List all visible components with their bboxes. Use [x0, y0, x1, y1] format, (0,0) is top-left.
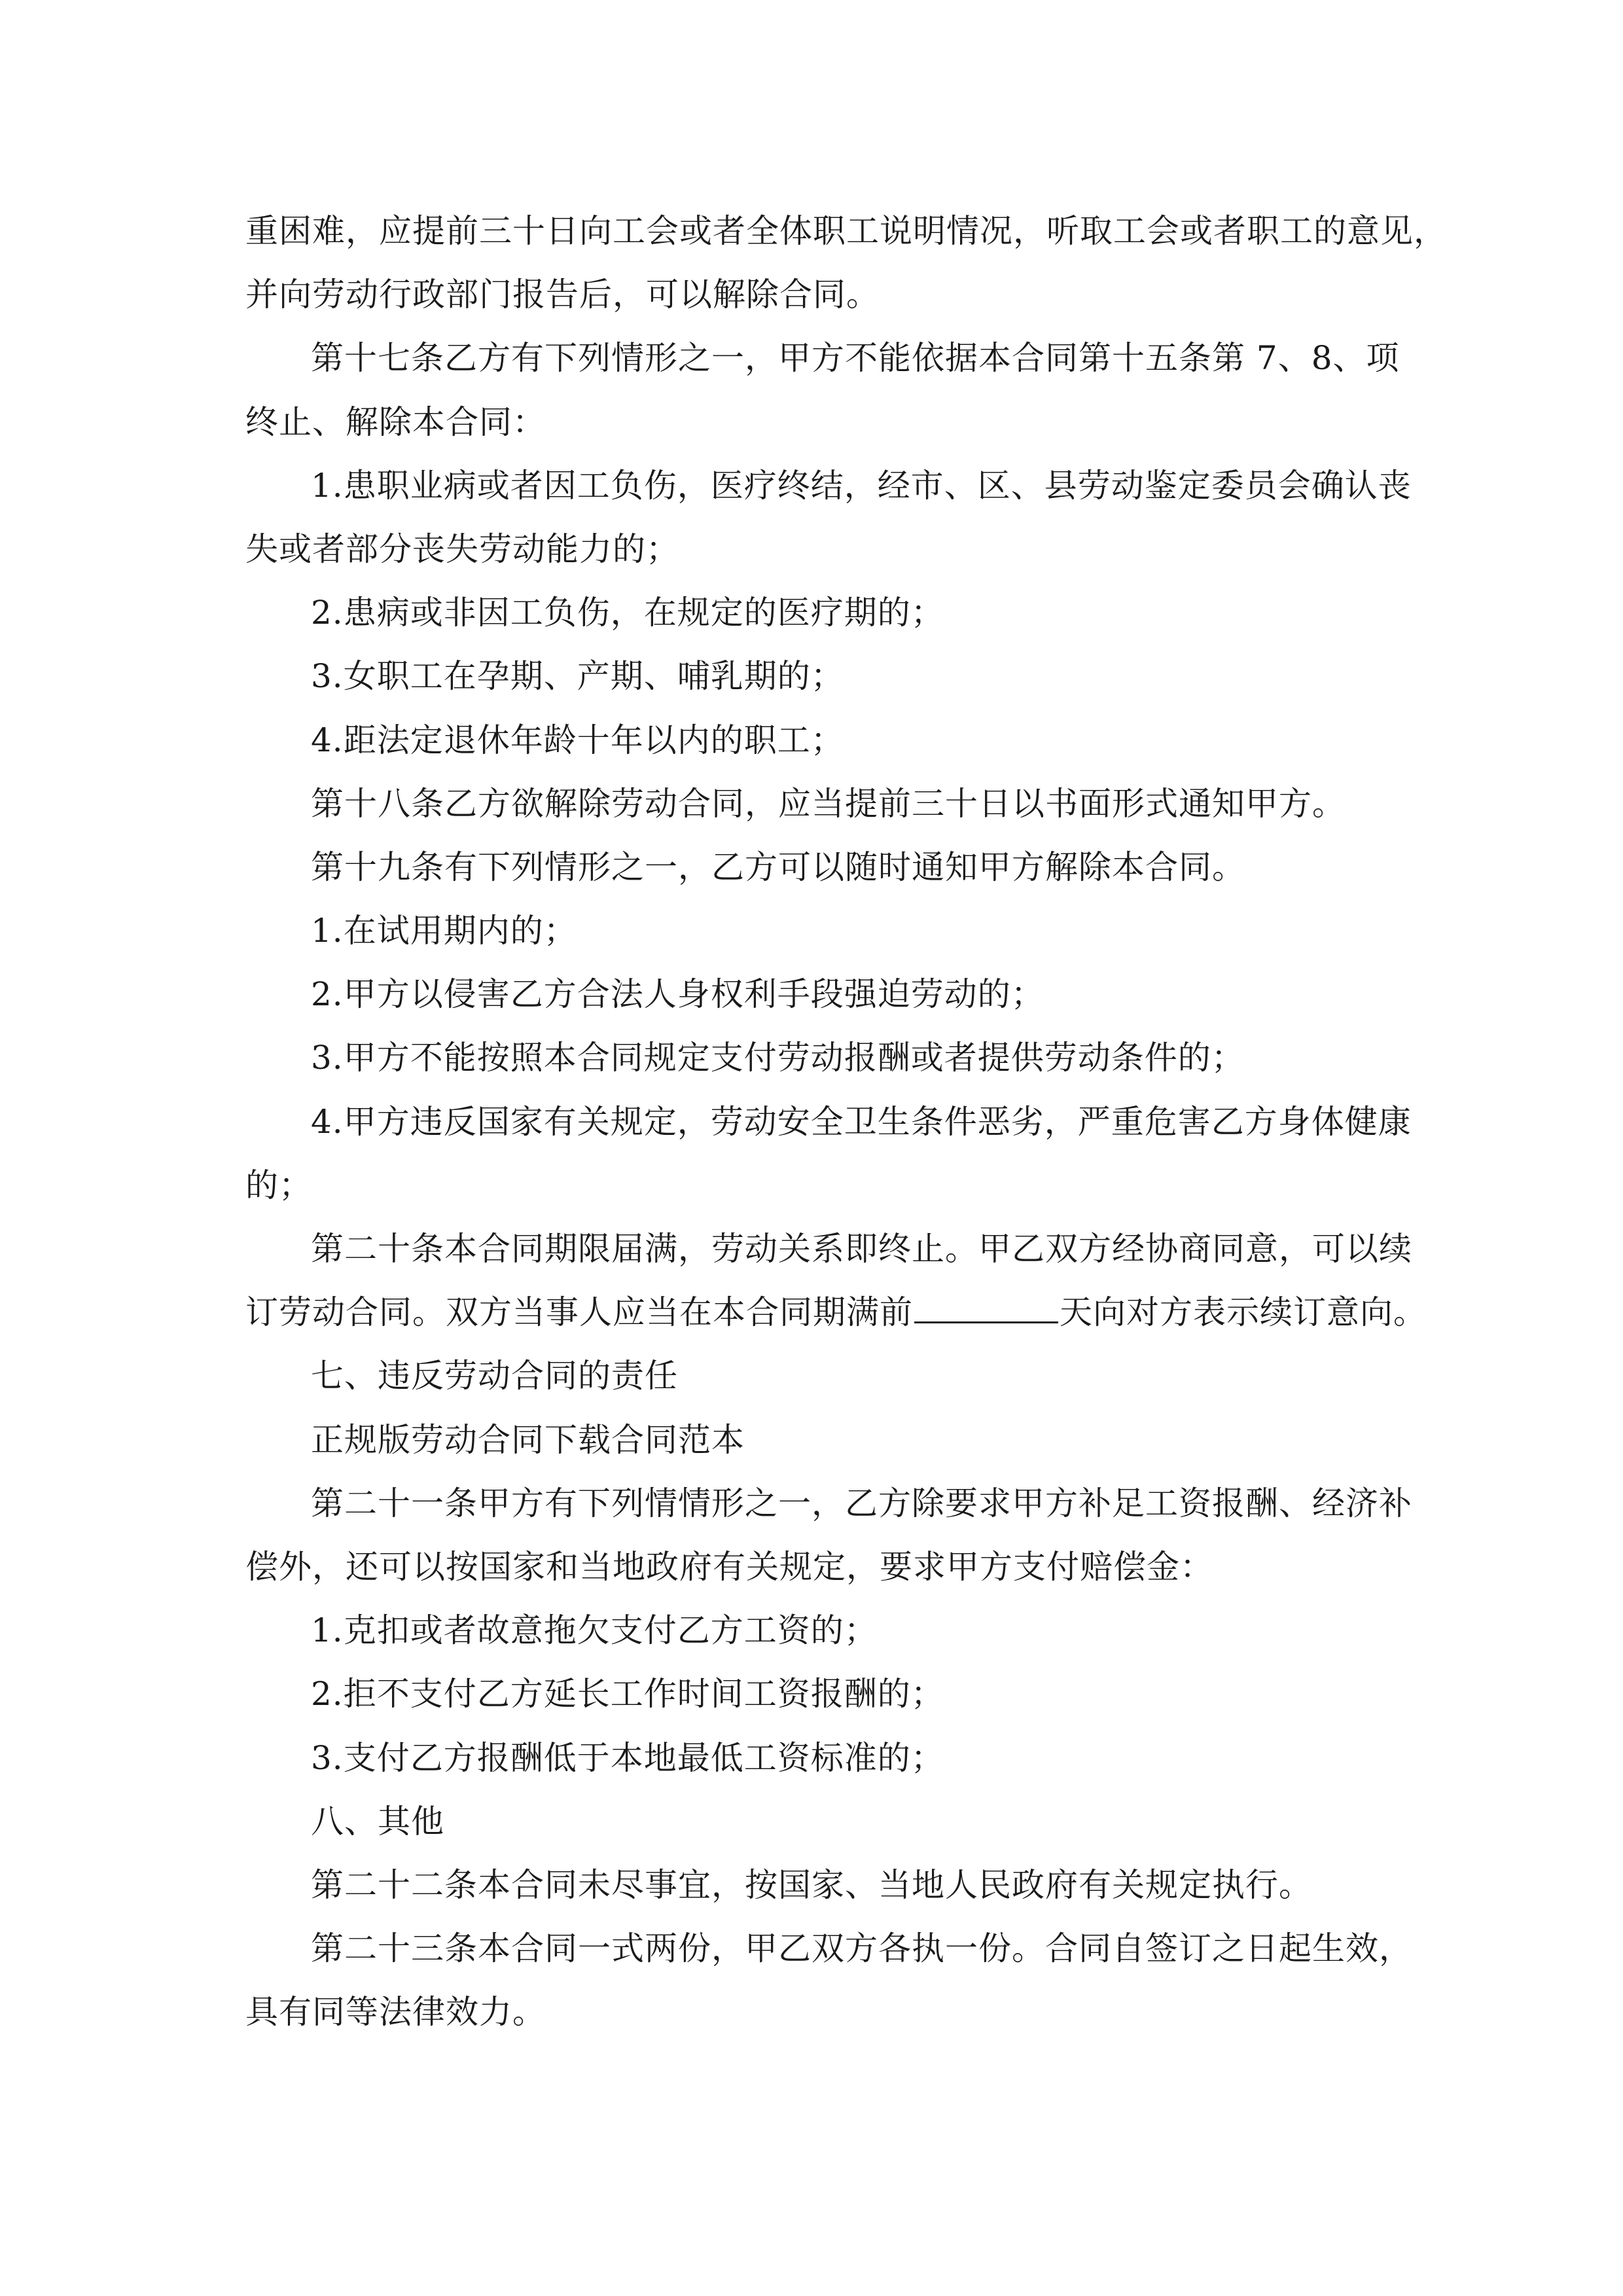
text-before-blank: 订劳动合同。双方当事人应当在本合同期满前 — [245, 1293, 913, 1332]
article-20: 第二十条本合同期限届满，劳动关系即终止。甲乙双方经协商同意，可以续 — [311, 1230, 1412, 1268]
list-item: 3.支付乙方报酬低于本地最低工资标准的； — [311, 1738, 944, 1777]
article-19: 第十九条有下列情形之一，乙方可以随时通知甲方解除本合同。 — [311, 848, 1245, 886]
text-line: 偿外，还可以按国家和当地政府有关规定，要求甲方支付赔偿金： — [245, 1547, 1213, 1586]
list-item: 3.女职工在孕期、产期、哺乳期的； — [311, 657, 844, 696]
list-item: 3.甲方不能按照本合同规定支付劳动报酬或者提供劳动条件的； — [311, 1039, 1245, 1077]
article-21: 第二十一条甲方有下列情情形之一，乙方除要求甲方补足工资报酬、经济补 — [311, 1484, 1412, 1522]
article-17: 第十七条乙方有下列情形之一，甲方不能依据本合同第十五条第 7、8、项 — [311, 339, 1400, 378]
section-heading: 八、其他 — [311, 1802, 444, 1840]
article-18: 第十八条乙方欲解除劳动合同，应当提前三十日以书面形式通知甲方。 — [311, 784, 1346, 823]
list-item: 1.在试用期内的； — [311, 912, 577, 950]
article-22: 第二十二条本合同未尽事宜，按国家、当地人民政府有关规定执行。 — [311, 1865, 1312, 1904]
list-item: 4.甲方违反国家有关规定，劳动安全卫生条件恶劣，严重危害乙方身体健康 — [311, 1102, 1412, 1141]
article-23: 第二十三条本合同一式两份，甲乙双方各执一份。合同自签订之日起生效， — [311, 1929, 1412, 1968]
list-item: 2.甲方以侵害乙方合法人身权利手段强迫劳动的； — [311, 975, 1044, 1014]
contract-body — [245, 200, 1447, 2044]
text-after-blank: 天向对方表示续订意向。 — [1060, 1293, 1427, 1332]
fill-in-blank[interactable] — [914, 1282, 1058, 1323]
list-item: 2.拒不支付乙方延长工作时间工资报酬的； — [311, 1675, 944, 1713]
text-line: 并向劳动行政部门报告后，可以解除合同。 — [245, 276, 880, 314]
list-item: 4.距法定退休年龄十年以内的职工； — [311, 721, 844, 759]
list-item: 2.患病或非因工负伤，在规定的医疗期的； — [311, 594, 944, 632]
text-line: 重困难，应提前三十日向工会或者全体职工说明情况，听取工会或者职工的意见， — [245, 212, 1447, 250]
text-line: 终止、解除本合同： — [245, 403, 546, 441]
text-line-with-blank — [245, 1281, 1427, 1344]
section-heading: 七、违反劳动合同的责任 — [311, 1357, 678, 1395]
list-item: 1.克扣或者故意拖欠支付乙方工资的； — [311, 1611, 878, 1650]
text-line: 失或者部分丧失劳动能力的； — [245, 529, 679, 568]
list-item: 1.患职业病或者因工负伤，医疗终结，经市、区、县劳动鉴定委员会确认丧 — [311, 466, 1412, 505]
text-line: 的； — [245, 1166, 312, 1204]
text-line: 正规版劳动合同下载合同范本 — [311, 1420, 745, 1459]
text-line: 具有同等法律效力。 — [245, 1993, 546, 2032]
